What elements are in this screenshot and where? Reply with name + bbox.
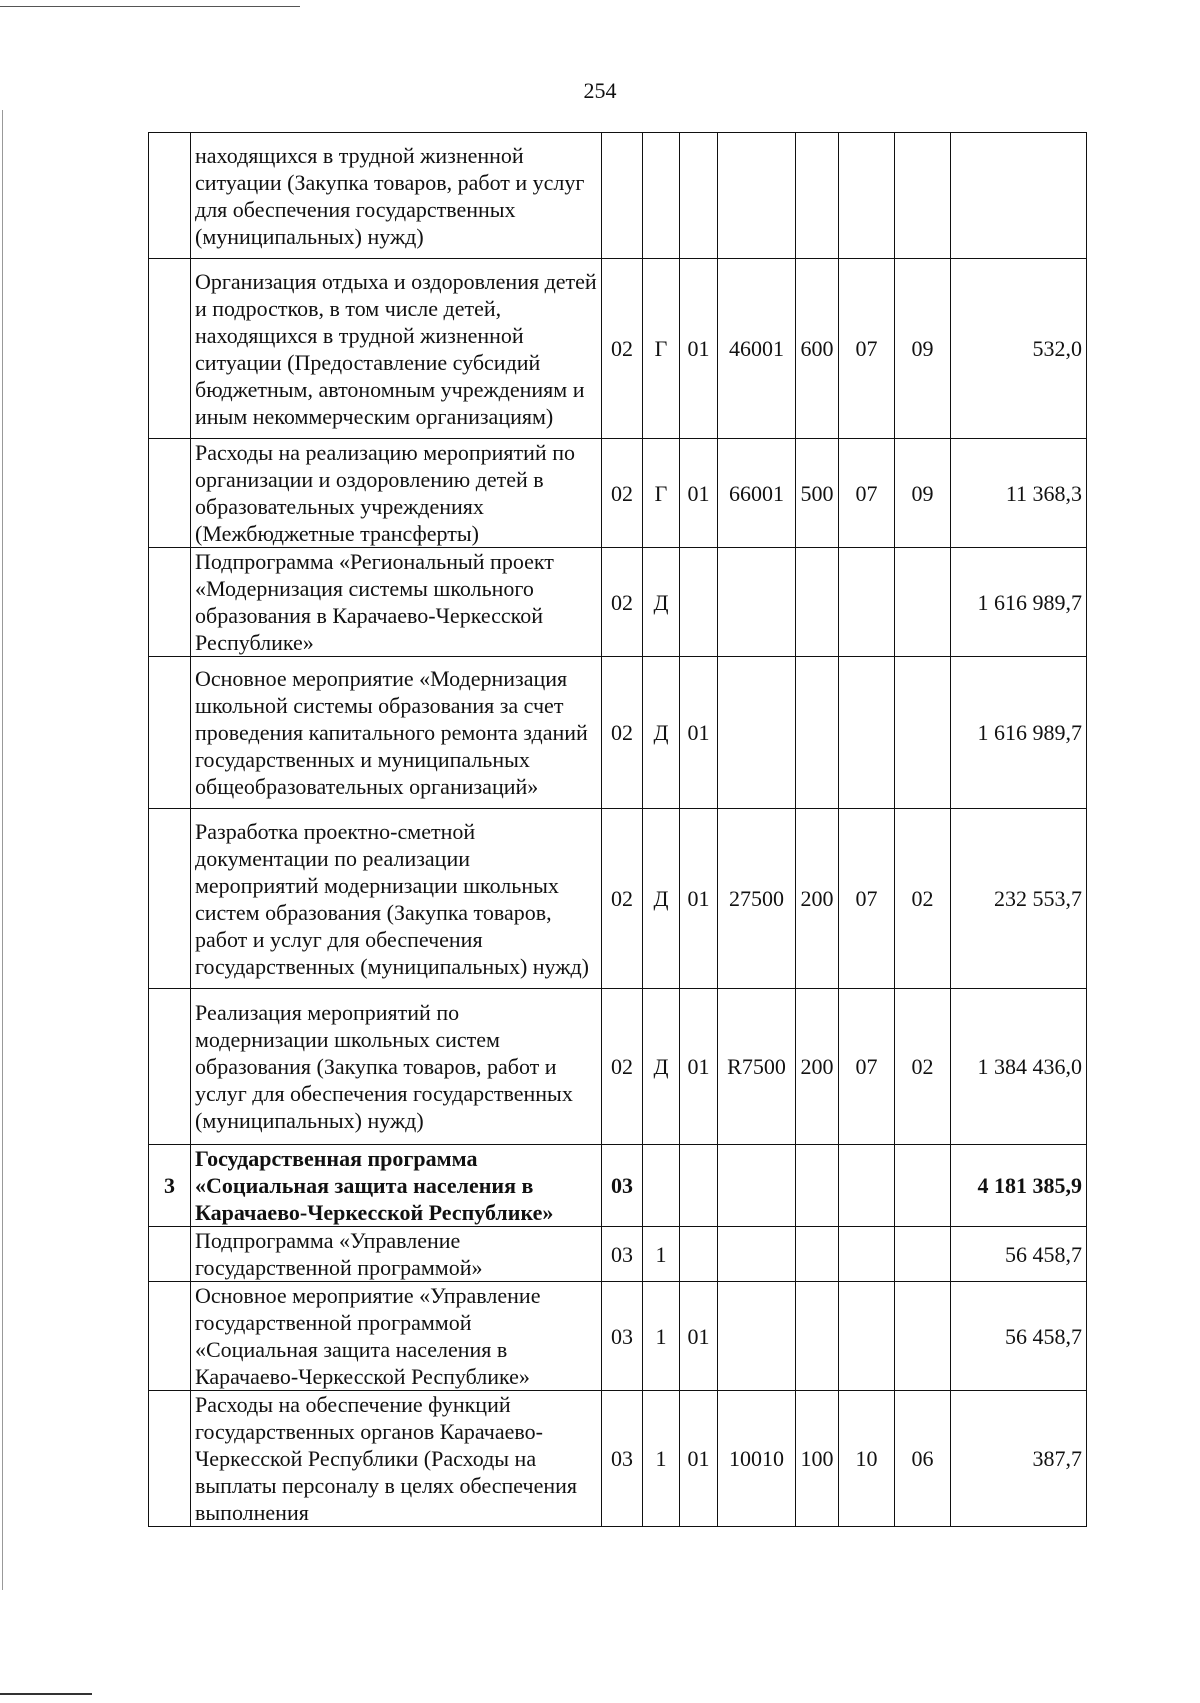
scan-edge-bottom [0, 1693, 92, 1695]
code-subsection [895, 1227, 951, 1282]
row-name: Государственная программа «Социальная защита населения в Карачаево-Черкесской Республике» [191, 1145, 602, 1227]
code-section: 07 [839, 259, 895, 439]
row-number [149, 657, 191, 809]
code-section [839, 1227, 895, 1282]
code-program: 03 [602, 1391, 643, 1527]
code-program: 03 [602, 1145, 643, 1227]
code-subprogram: Д [643, 809, 680, 989]
row-number: 3 [149, 1145, 191, 1227]
code-activity [680, 548, 718, 657]
table-row [149, 1145, 1087, 1227]
scan-edge-left [2, 110, 3, 1590]
code-program: 02 [602, 548, 643, 657]
row-number [149, 133, 191, 259]
row-amount: 56 458,7 [951, 1282, 1087, 1391]
code-activity [680, 133, 718, 259]
code-subsection: 09 [895, 259, 951, 439]
row-amount: 4 181 385,9 [951, 1145, 1087, 1227]
code-direction: 27500 [718, 809, 796, 989]
code-section [839, 657, 895, 809]
row-number [149, 809, 191, 989]
code-subprogram: Г [643, 439, 680, 548]
table-row [149, 133, 1087, 259]
table-row [149, 657, 1087, 809]
row-amount: 387,7 [951, 1391, 1087, 1527]
code-direction [718, 133, 796, 259]
code-expense-type [796, 1282, 839, 1391]
row-name: Реализация мероприятий по модернизации школьных систем образования (Закупка товаров, работ и услуг для обеспечения государственных (муниципальных) нужд) [191, 989, 602, 1145]
row-amount: 532,0 [951, 259, 1087, 439]
row-name: находящихся в трудной жизненной ситуации (Закупка товаров, работ и услуг для обеспечения государственных (муниципальных) нужд) [191, 133, 602, 259]
code-program: 02 [602, 989, 643, 1145]
table-row [149, 1282, 1087, 1391]
code-program: 02 [602, 809, 643, 989]
row-name: Расходы на реализацию мероприятий по организации и оздоровлению детей в образовательных учреждениях (Межбюджетные трансферты) [191, 439, 602, 548]
code-expense-type [796, 548, 839, 657]
table-row [149, 439, 1087, 548]
code-program [602, 133, 643, 259]
code-subsection: 06 [895, 1391, 951, 1527]
code-subprogram [643, 1145, 680, 1227]
code-subsection [895, 1145, 951, 1227]
row-name: Основное мероприятие «Управление государственной программой «Социальная защита населения в Карачаево-Черкесской Республике» [191, 1282, 602, 1391]
row-name: Основное мероприятие «Модернизация школьной системы образования за счет проведения капитального ремонта зданий государственных и муниципальных общеобразовательных организаций» [191, 657, 602, 809]
row-amount [951, 133, 1087, 259]
code-subsection [895, 548, 951, 657]
code-expense-type [796, 1227, 839, 1282]
row-number [149, 259, 191, 439]
code-direction: 46001 [718, 259, 796, 439]
code-section [839, 548, 895, 657]
code-subsection: 02 [895, 989, 951, 1145]
code-expense-type [796, 657, 839, 809]
code-activity: 01 [680, 439, 718, 548]
code-section [839, 1145, 895, 1227]
code-subsection [895, 657, 951, 809]
code-section: 10 [839, 1391, 895, 1527]
code-section: 07 [839, 439, 895, 548]
row-name: Разработка проектно-сметной документации по реализации мероприятий модернизации школьных систем образования (Закупка товаров, работ и услуг для обеспечения государственных (муниципальных) нужд) [191, 809, 602, 989]
row-number [149, 1391, 191, 1527]
row-name: Подпрограмма «Управление государственной программой» [191, 1227, 602, 1282]
code-subprogram: 1 [643, 1227, 680, 1282]
code-expense-type [796, 1145, 839, 1227]
code-subsection [895, 1282, 951, 1391]
row-amount: 232 553,7 [951, 809, 1087, 989]
code-section [839, 133, 895, 259]
code-activity: 01 [680, 989, 718, 1145]
scan-edge-top [0, 6, 300, 7]
code-activity [680, 1227, 718, 1282]
table-row [149, 548, 1087, 657]
budget-table [148, 132, 1087, 1527]
code-section: 07 [839, 809, 895, 989]
code-expense-type: 200 [796, 809, 839, 989]
code-activity: 01 [680, 1391, 718, 1527]
code-program: 02 [602, 657, 643, 809]
code-direction: R7500 [718, 989, 796, 1145]
row-number [149, 439, 191, 548]
row-amount: 11 368,3 [951, 439, 1087, 548]
code-subprogram: Д [643, 989, 680, 1145]
row-number [149, 1282, 191, 1391]
code-program: 03 [602, 1282, 643, 1391]
code-section [839, 1282, 895, 1391]
code-subprogram: 1 [643, 1282, 680, 1391]
row-number [149, 1227, 191, 1282]
code-program: 02 [602, 439, 643, 548]
code-activity: 01 [680, 1282, 718, 1391]
row-amount: 1 384 436,0 [951, 989, 1087, 1145]
code-expense-type [796, 133, 839, 259]
code-subprogram: 1 [643, 1391, 680, 1527]
code-direction [718, 1282, 796, 1391]
code-subprogram: Д [643, 657, 680, 809]
table-row [149, 989, 1087, 1145]
code-subprogram [643, 133, 680, 259]
code-direction: 66001 [718, 439, 796, 548]
row-name: Организация отдыха и оздоровления детей и подростков, в том числе детей, находящихся в трудной жизненной ситуации (Предоставление субсидий бюджетным, автономным учреждениям и иным некоммерческим организациям) [191, 259, 602, 439]
code-subsection: 02 [895, 809, 951, 989]
code-section: 07 [839, 989, 895, 1145]
code-program: 03 [602, 1227, 643, 1282]
code-direction [718, 548, 796, 657]
table-row [149, 1391, 1087, 1527]
row-name: Расходы на обеспечение функций государственных органов Карачаево-Черкесской Республики (Расходы на выплаты персоналу в целях обеспечения выполнения [191, 1391, 602, 1527]
page-number: 254 [583, 78, 617, 103]
row-amount: 1 616 989,7 [951, 657, 1087, 809]
table-row [149, 809, 1087, 989]
code-expense-type: 200 [796, 989, 839, 1145]
code-expense-type: 600 [796, 259, 839, 439]
code-subsection: 09 [895, 439, 951, 548]
code-expense-type: 100 [796, 1391, 839, 1527]
code-expense-type: 500 [796, 439, 839, 548]
code-activity: 01 [680, 259, 718, 439]
row-number [149, 989, 191, 1145]
code-activity: 01 [680, 809, 718, 989]
code-direction [718, 657, 796, 809]
code-subsection [895, 133, 951, 259]
row-number [149, 548, 191, 657]
code-program: 02 [602, 259, 643, 439]
code-direction [718, 1227, 796, 1282]
code-subprogram: Д [643, 548, 680, 657]
table-row [149, 1227, 1087, 1282]
code-direction: 10010 [718, 1391, 796, 1527]
row-amount: 1 616 989,7 [951, 548, 1087, 657]
row-name: Подпрограмма «Региональный проект «Модернизация системы школьного образования в Карачаево-Черкесской Республике» [191, 548, 602, 657]
code-direction [718, 1145, 796, 1227]
code-activity: 01 [680, 657, 718, 809]
row-amount: 56 458,7 [951, 1227, 1087, 1282]
code-subprogram: Г [643, 259, 680, 439]
table-row [149, 259, 1087, 439]
code-activity [680, 1145, 718, 1227]
